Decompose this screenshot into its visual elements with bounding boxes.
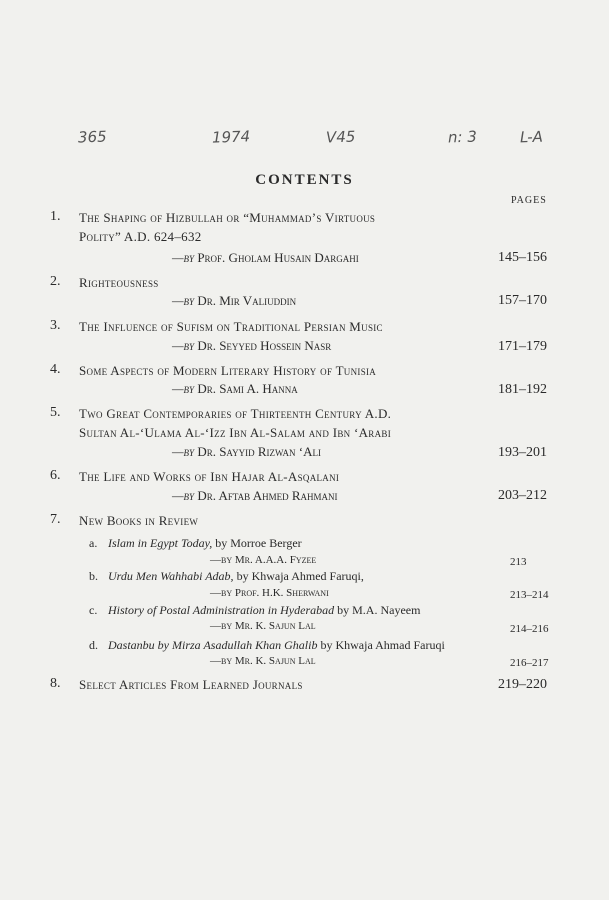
review-byline: —by Mr. K. Sajun Lal [210, 620, 316, 632]
entry-number: 3. [50, 318, 61, 333]
entry-pages: 171–179 [498, 339, 547, 354]
entry-byline [172, 444, 321, 460]
entry-author: Dr. Sayyid Rizwan ‘Ali [197, 444, 321, 459]
entry-title-line-1: The Influence of Sufism on Traditional Persian Music [79, 319, 383, 334]
entry-pages: 219–220 [498, 677, 547, 692]
review-pages: 213–214 [510, 589, 549, 601]
review-title [108, 536, 302, 551]
review-letter: d. [89, 638, 98, 652]
entry-author: Prof. Gholam Husain Dargahi [197, 250, 359, 265]
entry-author: Dr. Sami A. Hanna [197, 381, 298, 396]
entry-number: 7. [50, 512, 61, 527]
by-prefix: —by [172, 381, 195, 396]
entry-title-line-1: The Life and Works of Ibn Hajar Al-Asqalani [79, 469, 340, 484]
review-letter: b. [89, 569, 98, 583]
by-prefix: —by [172, 338, 195, 353]
entry-title-line-1: The Shaping of Hizbullah or “Muhammad’s Virtuous [79, 210, 376, 225]
review-book-author: by Morroe Berger [212, 536, 302, 550]
review-pages: 214–216 [510, 623, 549, 635]
review-pages: 216–217 [510, 657, 549, 669]
entry-number: 2. [50, 274, 61, 289]
handwritten-annotation-1: 365 [77, 127, 107, 147]
review-book: Dastanbu by Mirza Asadullah Khan Ghalib [108, 638, 318, 652]
entry-author: Dr. Seyyed Hossein Nasr [197, 338, 332, 353]
review-letter: a. [89, 536, 98, 550]
review-title [108, 638, 445, 653]
handwritten-annotation-3: V45 [325, 127, 356, 147]
entry-title-line-2: Polity” A.D. 624–632 [79, 229, 202, 244]
entry-title-line-1: Select Articles From Learned Journals [79, 677, 303, 692]
review-byline: —by Mr. A.A.A. Fyzee [210, 554, 317, 566]
handwritten-annotation-2: 1974 [211, 127, 251, 147]
page-title: CONTENTS [255, 172, 354, 188]
review-book: Urdu Men Wahhabi Adab, [108, 569, 234, 583]
review-pages: 213 [510, 556, 527, 568]
entry-author: Dr. Aftab Ahmed Rahmani [197, 488, 338, 503]
review-book-author: by Khwaja Ahmad Faruqi [317, 638, 445, 652]
entry-number: 8. [50, 676, 61, 691]
entry-title-line-2: Sultan Al-‘Ulama Al-‘Izz Ibn Al-Salam and Ibn ‘Arabi [79, 425, 391, 440]
reviews-heading: New Books in Review [79, 513, 199, 528]
entry-pages: 193–201 [498, 445, 547, 460]
review-book-author: by M.A. Nayeem [334, 603, 421, 617]
handwritten-annotation-4: n: 3 [447, 127, 478, 147]
entry-number: 5. [50, 405, 61, 420]
pages-column-label: PAGES [511, 195, 547, 206]
entry-title-line-1: Two Great Contemporaries of Thirteenth Century A.D. [79, 406, 392, 421]
entry-byline [172, 250, 359, 266]
entry-number: 1. [50, 209, 61, 224]
by-prefix: —by [172, 250, 195, 265]
review-title [108, 603, 420, 618]
entry-title-line-1: Some Aspects of Modern Literary History of Tunisia [79, 363, 377, 378]
by-prefix: —by [172, 488, 195, 503]
by-prefix: —by [172, 293, 195, 308]
entry-pages: 203–212 [498, 488, 547, 503]
review-book: Islam in Egypt Today, [108, 536, 213, 550]
review-letter: c. [89, 603, 98, 617]
entry-pages: 181–192 [498, 382, 547, 397]
entry-byline [172, 338, 331, 354]
entry-byline [172, 293, 296, 309]
entry-number: 6. [50, 468, 61, 483]
entry-byline [172, 488, 338, 504]
entry-author: Dr. Mir Valiuddin [197, 293, 297, 308]
entry-byline [172, 381, 298, 397]
entry-title-line-1: Righteousness [79, 275, 159, 290]
review-byline: —by Prof. H.K. Sherwani [210, 587, 329, 599]
entry-number: 4. [50, 362, 61, 377]
review-book-author: by Khwaja Ahmed Faruqi, [233, 569, 364, 583]
review-title [108, 569, 364, 584]
handwritten-annotation-5: L-A [519, 127, 544, 147]
review-byline: —by Mr. K. Sajun Lal [210, 655, 316, 667]
entry-pages: 157–170 [498, 293, 547, 308]
entry-pages: 145–156 [498, 250, 547, 265]
review-book: History of Postal Administration in Hyderabad [108, 603, 335, 617]
by-prefix: —by [172, 444, 195, 459]
